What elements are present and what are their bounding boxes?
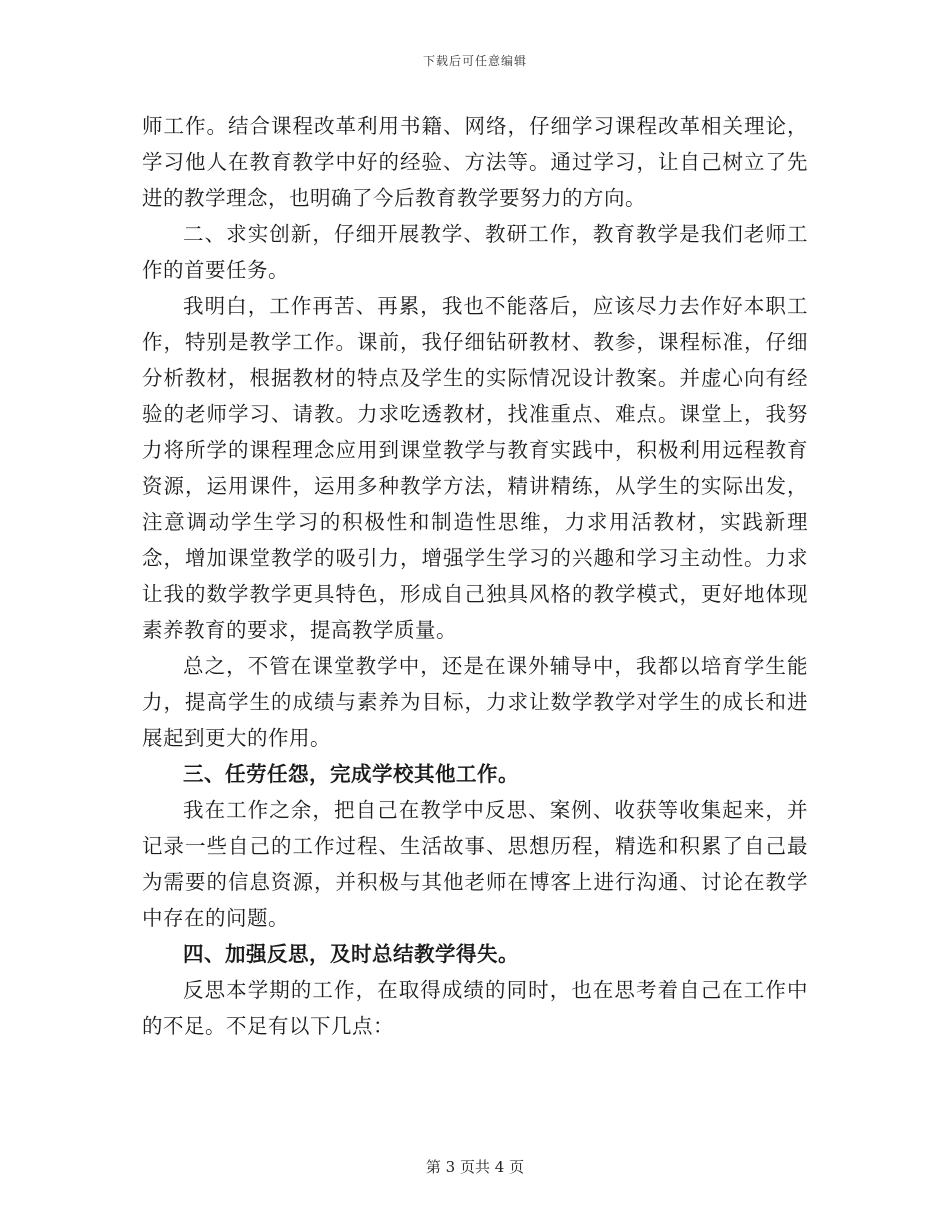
page-header-note: 下载后可任意编辑 bbox=[422, 54, 527, 68]
paragraph-other-work: 我在工作之余，把自己在教学中反思、案例、收获等收集起来，并记录一些自己的工作过程、生活故事、思想历程，精选和积累了自己最为需要的信息资源，并积极与其他老师在博客上进行沟通、讨论在教学中存在的问题。 bbox=[142, 798, 808, 930]
paragraph-continuation: 师工作。结合课程改革利用书籍、网络，仔细学习课程改革相关理论，学习他人在教育教学中好的经验、方法等。通过学习，让自己树立了先进的教学理念，也明确了今后教育教学要努力的方向。 bbox=[142, 114, 808, 210]
section-heading-three: 三、任劳任怨，完成学校其他工作。 bbox=[183, 762, 519, 786]
paragraph-reflection: 反思本学期的工作，在取得成绩的同时，也在思考着自己在工作中的不足。不足有以下几点： bbox=[142, 978, 808, 1038]
section-heading-four: 四、加强反思，及时总结教学得失。 bbox=[183, 942, 519, 966]
document-body bbox=[142, 108, 808, 1044]
paragraph-section-two: 二、求实创新，仔细开展教学、教研工作，教育教学是我们老师工作的首要任务。 bbox=[142, 222, 808, 282]
paragraph-summary: 总之，不管在课堂教学中，还是在课外辅导中，我都以培育学生能力，提高学生的成绩与素养为目标，力求让数学教学对学生的成长和进展起到更大的作用。 bbox=[142, 654, 808, 750]
page-number: 第 3 页共 4 页 bbox=[425, 1158, 525, 1176]
paragraph-teaching-work: 我明白，工作再苦、再累，我也不能落后，应该尽力去作好本职工作，特别是教学工作。课前，我仔细钻研教材、教参，课程标准，仔细分析教材，根据教材的特点及学生的实际情况设计教案。并虚心向有经验的老师学习、请教。力求吃透教材，找准重点、难点。课堂上，我努力将所学的课程理念应用到课堂教学与教育实践中，积极利用远程教育资源，运用课件，运用多种教学方法，精讲精练，从学生的实际出发，注意调动学生学习的积极性和制造性思维，力求用活教材，实践新理念，增加课堂教学的吸引力，增强学生学习的兴趣和学习主动性。力求让我的数学教学更具特色，形成自己独具风格的教学模式，更好地体现素养教育的要求，提高教学质量。 bbox=[142, 294, 808, 642]
